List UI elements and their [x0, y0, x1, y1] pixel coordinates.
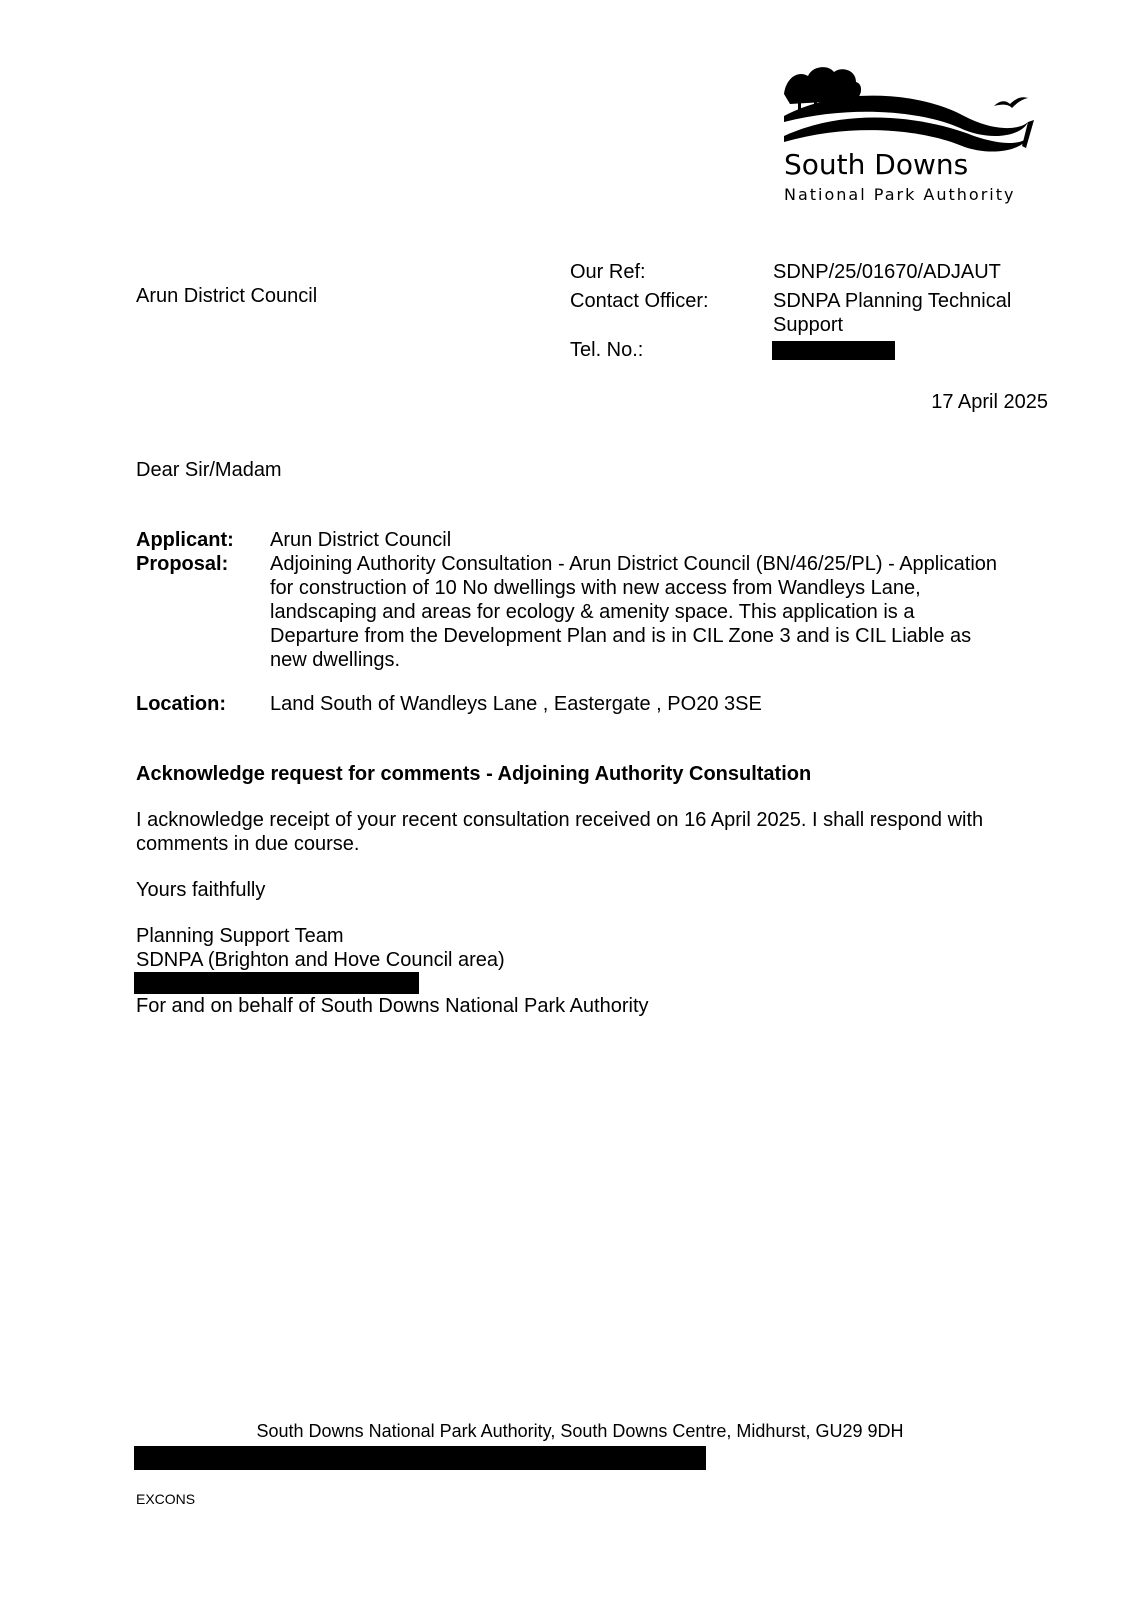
- svg-text:South Downs: South Downs: [784, 148, 969, 181]
- salutation: Dear Sir/Madam: [136, 459, 282, 481]
- proposal-line: Departure from the Development Plan and is in CIL Zone 3 and is CIL Liable as: [270, 625, 972, 647]
- proposal-label: Proposal:: [136, 553, 229, 575]
- letter-heading: Acknowledge request for comments - Adjoining Authority Consultation: [136, 763, 812, 785]
- redaction-tel: [772, 341, 895, 360]
- proposal-line: for construction of 10 No dwellings with new access from Wandleys Lane,: [270, 577, 921, 599]
- body-line: comments in due course.: [136, 833, 360, 855]
- body-line: I acknowledge receipt of your recent consultation received on 16 April 2025. I shall respond with: [136, 809, 984, 831]
- redaction-footer: [134, 1446, 706, 1470]
- applicant-label: Applicant:: [136, 529, 234, 551]
- tel-label: Tel. No.:: [570, 339, 644, 361]
- proposal-line: new dwellings.: [270, 649, 401, 671]
- signature-team: Planning Support Team: [136, 925, 344, 947]
- recipient-name: Arun District Council: [136, 285, 318, 307]
- footer-address: South Downs National Park Authority, South Downs Centre, Midhurst, GU29 9DH: [256, 1421, 904, 1441]
- signature-area: SDNPA (Brighton and Hove Council area): [136, 949, 505, 971]
- footer-code: EXCONS: [136, 1491, 196, 1507]
- proposal-text: [270, 552, 1050, 672]
- contact-officer-value: SDNPA Planning Technical: [773, 290, 1012, 312]
- our-ref-value: SDNP/25/01670/ADJAUT: [773, 261, 1001, 283]
- letter-date: 17 April 2025: [931, 391, 1048, 413]
- applicant-value: Arun District Council: [270, 529, 452, 551]
- contact-officer-value-2: Support: [773, 314, 844, 336]
- svg-text:National Park Authority: National Park Authority: [784, 185, 1016, 204]
- redaction-signature: [134, 972, 419, 994]
- location-value: Land South of Wandleys Lane , Eastergate , PO20 3SE: [270, 693, 762, 715]
- contact-officer-label: Contact Officer:: [570, 290, 709, 312]
- location-label: Location:: [136, 693, 226, 715]
- signature-behalf: For and on behalf of South Downs National Park Authority: [136, 995, 649, 1017]
- tree-hills-bird-icon: [784, 64, 1058, 214]
- south-downs-logo: [784, 64, 1058, 214]
- proposal-line: landscaping and areas for ecology & amenity space. This application is a: [270, 601, 915, 623]
- letter-body: [136, 808, 1036, 856]
- proposal-line: Adjoining Authority Consultation - Arun District Council (BN/46/25/PL) - Application: [270, 553, 998, 575]
- our-ref-label: Our Ref:: [570, 261, 646, 283]
- closing: Yours faithfully: [136, 879, 266, 901]
